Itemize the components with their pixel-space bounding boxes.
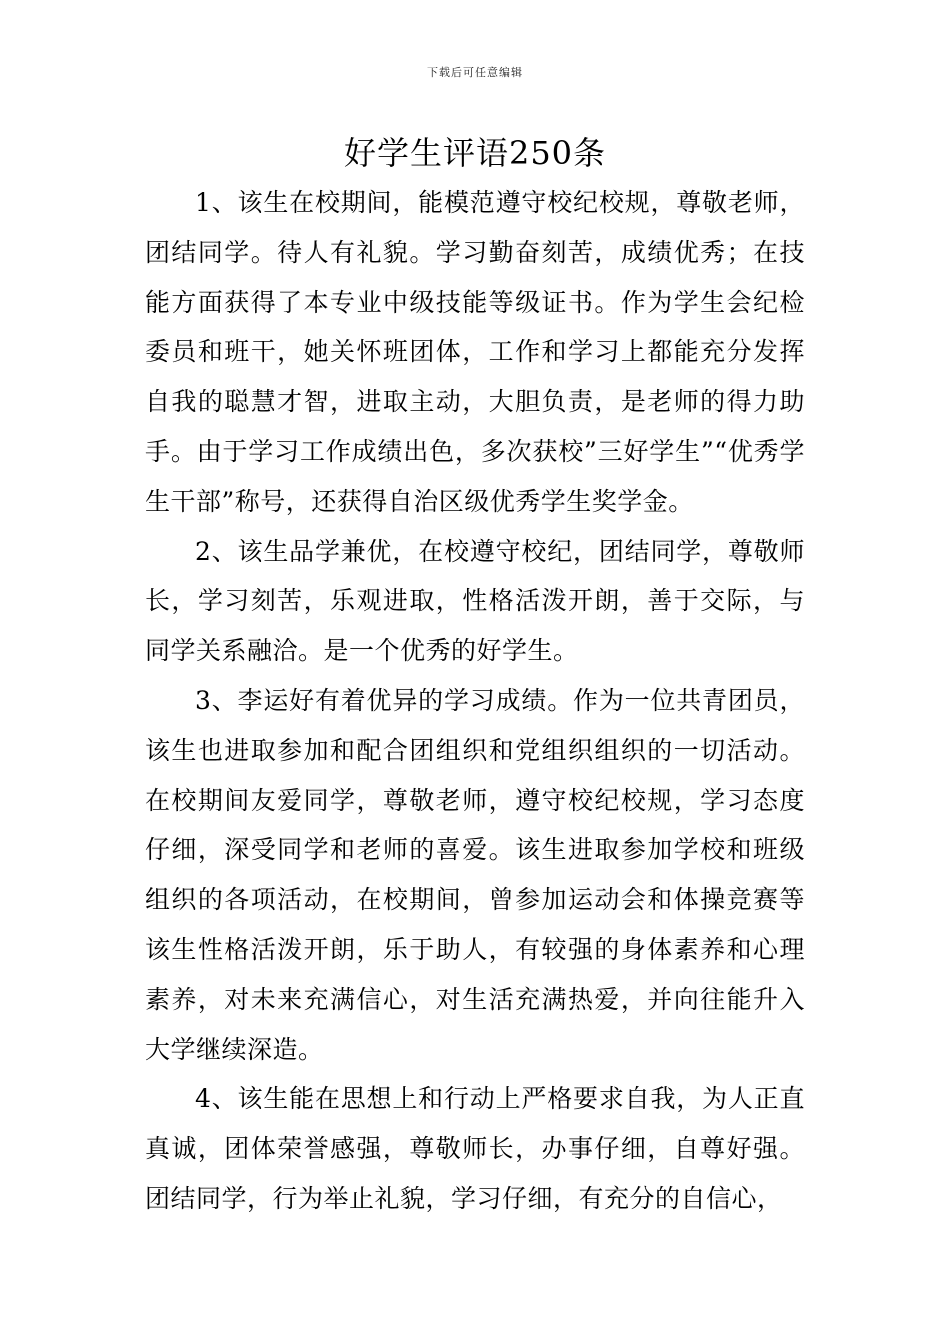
comment-paragraph-4: 4、该生能在思想上和行动上严格要求自我，为人正直真诚，团体荣誉感强，尊敬师长，办事仔细，自尊好强。团结同学，行为举止礼貌，学习仔细，有充分的自信心， (145, 1084, 805, 1213)
document-body (145, 178, 805, 1224)
document-title: 好学生评语250条 (343, 134, 607, 172)
download-note: 下载后可任意编辑 (427, 66, 523, 79)
comment-paragraph-1: 1、该生在校期间，能模范遵守校纪校规，尊敬老师，团结同学。待人有礼貌。学习勤奋刻苦，成绩优秀；在技能方面获得了本专业中级技能等级证书。作为学生会纪检委员和班干，她关怀班团体，工作和学习上都能充分发挥自我的聪慧才智，进取主动，大胆负责，是老师的得力助手。由于学习工作成绩出色，多次获校”三好学生”“优秀学生干部”称号，还获得自治区级优秀学生奖学金。 (145, 188, 805, 516)
comment-paragraph-3: 3、李运好有着优异的学习成绩。作为一位共青团员，该生也进取参加和配合团组织和党组织组织的一切活动。在校期间友爱同学，尊敬老师，遵守校纪校规，学习态度仔细，深受同学和老师的喜爱。该生进取参加学校和班级组织的各项活动，在校期间，曾参加运动会和体操竞赛等该生性格活泼开朗，乐于助人，有较强的身体素养和心理素养，对未来充满信心，对生活充满热爱，并向往能升入大学继续深造。 (145, 685, 805, 1064)
comment-paragraph-2: 2、该生品学兼优，在校遵守校纪，团结同学，尊敬师长，学习刻苦，乐观进取，性格活泼开朗，善于交际，与同学关系融洽。是一个优秀的好学生。 (145, 536, 805, 666)
